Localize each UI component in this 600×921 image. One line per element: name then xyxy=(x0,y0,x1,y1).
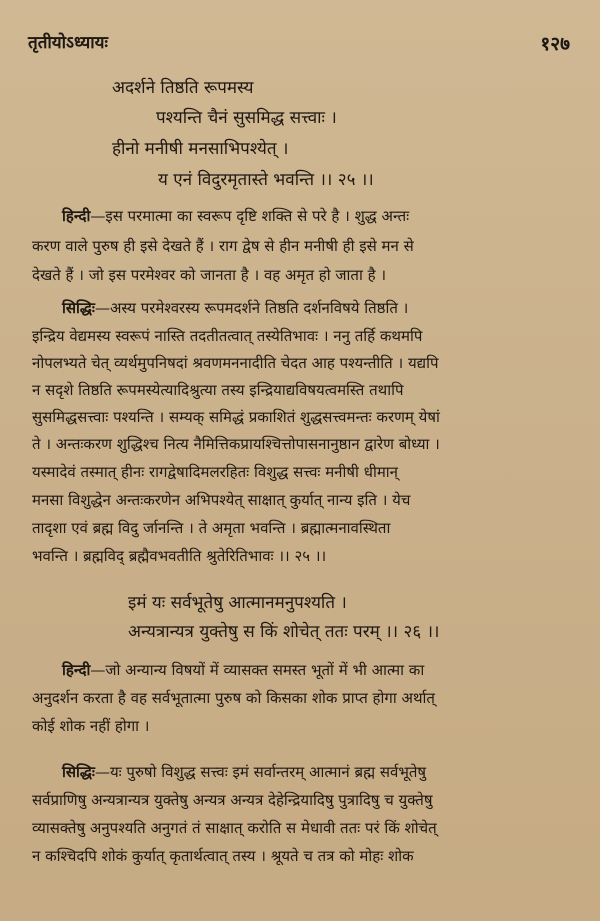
verse-line: इमं यः सर्वभूतेषु आत्मानमनुपश्यति । xyxy=(128,593,347,613)
text-line: ते । अन्तःकरण शुद्धिश्च नित्य नैमित्तिकप्रायश्चित्तोपासनानुष्ठान द्वारेण बोध्या । xyxy=(32,435,440,453)
text-line: हिन्दी—इस परमात्मा का स्वरूप दृष्टि शक्ति से परे है । शुद्ध अन्तः xyxy=(62,207,410,225)
verse-line: अदर्शने तिष्ठति रूपमस्य xyxy=(112,78,254,98)
text-line: सर्वप्राणिषु अन्यत्रान्यत्र युक्तेषु अन्यत्र अन्यत्र देहेन्द्रियादिषु पुत्रादिषु च युक्तेषु xyxy=(32,791,433,809)
hindi-label: हिन्दी xyxy=(62,661,91,679)
page-header xyxy=(28,30,570,58)
verse-line: अन्यत्रान्यत्र युक्तेषु स किं शोचेत् ततः परम् ।। २६ ।। xyxy=(128,622,440,642)
text-line: न सदृशे तिष्ठति रूपमस्येत्यादिश्रुत्या तस्य इन्द्रियाद्यविषयत्वमस्ति तथापि xyxy=(32,381,404,399)
page-number: १२७ xyxy=(540,33,570,55)
text-line: मनसा विशुद्धेन अन्तःकरणेन अभिपश्येत् साक्षात् कुर्यात् नान्य इति । येच xyxy=(32,491,411,509)
text-line: करण वाले पुरुष ही इसे देखते हैं । राग द्वेष से हीन मनीषी ही इसे मन से xyxy=(32,237,414,255)
text-line: न कश्चिदपि शोकं कुर्यात् कृतार्थत्वात् तस्य । श्रूयते च तत्र को मोहः शोक xyxy=(32,847,414,865)
verse-line: पश्यन्ति चैनं सुसमिद्ध सत्त्वाः । xyxy=(156,108,337,128)
text-line: देखते हैं । जो इस परमेश्वर को जानता है । वह अमृत हो जाता है । xyxy=(32,266,387,284)
text-line: सिद्धिः—यः पुरुषो विशुद्ध सत्त्वः इमं सर्वान्तरम् आत्मानं ब्रह्म सर्वभूतेषु xyxy=(62,763,427,781)
verse-line: य एनं विदुरमृतास्ते भवन्ति ।। २५ ।। xyxy=(158,170,374,190)
text-line: अनुदर्शन करता है वह सर्वभूतात्मा पुरुष को किसका शोक प्राप्त होगा अर्थात् xyxy=(32,689,435,707)
text-line: नोपलभ्यते चेत् व्यर्थमुपनिषदां श्रवणमननादीति चेदत आह पश्यन्तीति । यद्यपि xyxy=(32,354,439,372)
siddhi-label: सिद्धिः xyxy=(62,299,95,317)
text-line: व्यासक्तेषु अनुपश्यति अनुगतं तं साक्षात् करोति स मेधावी ततः परं किं शोचेत् xyxy=(32,819,437,837)
hindi-label: हिन्दी xyxy=(62,207,91,225)
text-line: कोई शोक नहीं होगा । xyxy=(32,717,150,735)
text-line: हिन्दी—जो अन्यान्य विषयों में व्यासक्त समस्त भूतों में भी आत्मा का xyxy=(62,661,425,679)
chapter-title: तृतीयोऽध्यायः xyxy=(28,33,108,53)
text-line: इन्द्रिय वेद्यमस्य स्वरूपं नास्ति तदतीतत्वात् तस्येतिभावः । ननु तर्हि कथमपि xyxy=(32,327,423,345)
text-line: सुसमिद्धसत्त्वाः पश्यन्ति । सम्यक् समिद्धं प्रकाशितं शुद्धसत्त्वमन्तः करणम् येषां xyxy=(32,408,440,426)
text-line: यस्मादेवं तस्मात् हीनः रागद्वेषादिमलरहितः विशुद्ध सत्त्वः मनीषी धीमान् xyxy=(32,463,399,481)
text-line: भवन्ति । ब्रह्मविद् ब्रह्मैवभवतीति श्रुतेरितिभावः ।। २५ ।। xyxy=(32,547,327,565)
verse-line: हीनो मनीषी मनसाभिपश्येत् । xyxy=(112,139,289,159)
text-line: सिद्धिः—अस्य परमेश्वरस्य रूपमदर्शने तिष्ठति दर्शनविषये तिष्ठति । xyxy=(62,299,409,317)
text-line: तादृशा एवं ब्रह्म विदु र्जानन्ति । ते अमृता भवन्ति । ब्रह्मात्मनावस्थिता xyxy=(32,519,391,537)
siddhi-label: सिद्धिः xyxy=(62,763,95,781)
